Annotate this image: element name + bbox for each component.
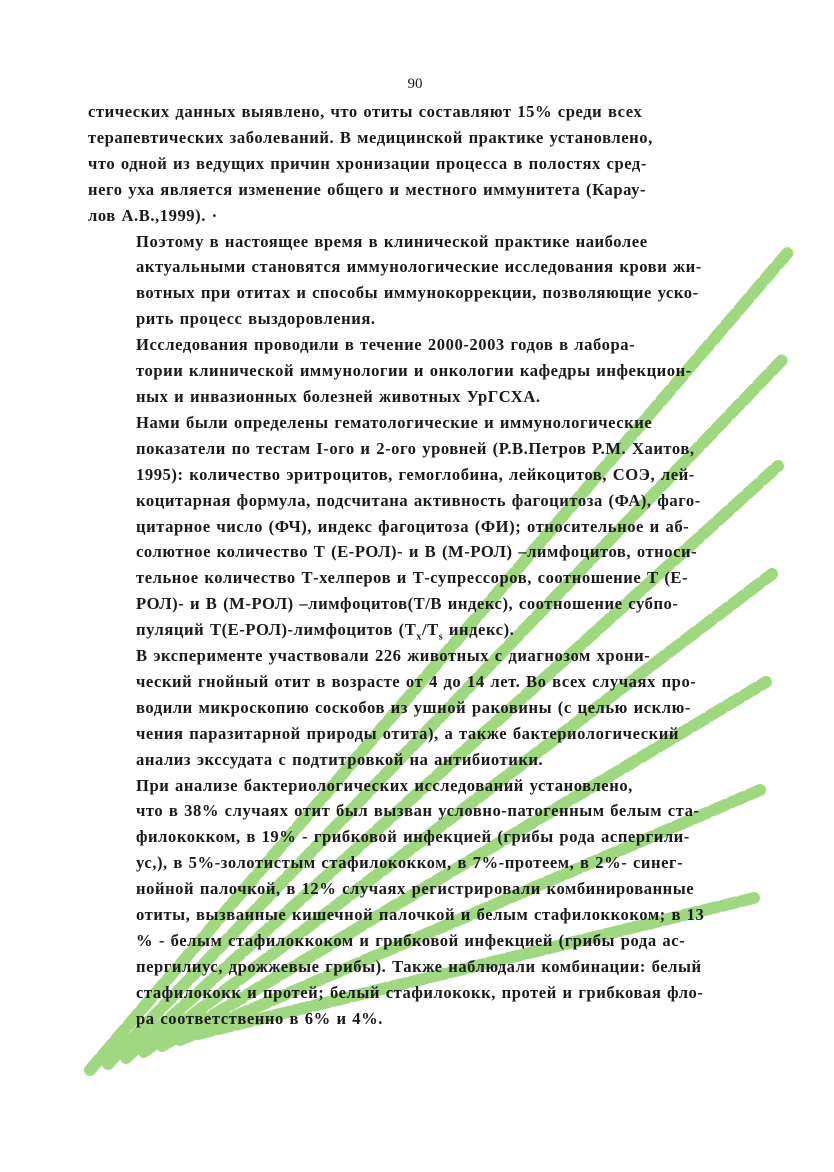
text-line: отиты, вызванные кишечной палочкой и белым стафилоккоком; в 13 [136,905,705,925]
text-line: В эксперименте участвовали 226 животных с диагнозом хрони- [136,646,651,666]
text-line: ческий гнойный отит в возрасте от 4 до 14 лет. Во всех случаях про- [136,671,697,691]
text-line: рить процесс выздоровления. [136,309,376,329]
text-line: терапевтических заболеваний. В медицинской практике установлено, [88,127,653,147]
text-line: При анализе бактериологических исследований установлено, [136,775,633,795]
text-line: РОЛ)- и В (М-РОЛ) –лимфоцитов(Т/В индекс), соотношение субпо- [136,594,679,614]
text-line: Нами были определены гематологические и иммунологические [136,412,653,432]
text-segment: индекс). [443,620,515,640]
text-line: показатели по тестам I-ого и 2-ого уровней (Р.В.Петров Р.М. Хаитов, [136,438,695,458]
text-line: тории клинической иммунологии и онкологии кафедры инфекцион- [136,361,692,381]
text-line: Исследования проводили в течение 2000-2003 годов в лабора- [136,335,636,355]
text-line: коцитарная формула, подсчитана активность фагоцитоза (ФА), фаго- [136,490,701,510]
text-line: пергилиус, дрожжевые грибы). Также наблюдали комбинации: белый [136,956,702,976]
text-line: Поэтому в настоящее время в клинической практике наиболее [136,231,648,251]
subscript-text: х [416,631,422,643]
text-line: ных и инвазионных болезней животных УрГСХА. [136,386,541,406]
paragraph-6 [88,773,742,1032]
text-line: лов А.В.,1999). · [88,205,218,225]
paragraph-3 [88,332,742,410]
text-line: анализ экссудата с подтитровкой на антибиотики. [136,749,544,769]
text-line: чения паразитарной природы отита), а также бактериологический [136,723,679,743]
text-line: стических данных выявлено, что отиты составляют 15% среди всех [88,102,643,121]
text-line: тельное количество Т-хелперов и Т-супрессоров, соотношение Т (Е- [136,568,689,588]
text-line: цитарное число (ФЧ), индекс фагоцитоза (ФИ); относительное и аб- [136,516,690,536]
paragraph-5 [88,643,742,773]
text-line: солютное количество Т (Е-РОЛ)- и В (М-РОЛ) –лимфоцитов, относи- [136,542,698,562]
text-line: что в 38% случаях отит был вызван условно-патогенным белым ста- [136,801,700,821]
text-line [88,617,742,643]
text-line: 1995): количество эритроцитов, гемоглобина, лейкоцитов, СОЭ, лей- [136,464,695,484]
page-number: 90 [407,76,423,92]
document-page [88,74,742,1032]
text-segment: пуляций Т(Е-РОЛ)-лимфоцитов (Т [136,620,417,640]
paragraph-2 [88,229,742,333]
text-line: ра соответственно в 6% и 4%. [136,1008,383,1028]
text-line: ус,), в 5%-золотистым стафилококком, в 7%-протеем, в 2%- синег- [136,853,684,873]
text-segment: /Т [421,620,439,640]
text-line: стафилококк и протей; белый стафилококк, протей и грибковая фло- [136,982,704,1002]
text-line: вотных при отитах и способы иммунокоррекции, позволяющие уско- [136,283,699,303]
text-line: что одной из ведущих причин хронизации процесса в полостях сред- [88,153,647,173]
text-line: филококком, в 19% - грибковой инфекцией (грибы рода аспергили- [136,827,690,847]
paragraph-4 [88,410,742,643]
subscript-text: s [438,631,444,643]
paragraph-1 [88,99,742,229]
text-line: нойной палочкой, в 12% случаях регистрировали комбинированные [136,879,695,899]
text-line: водили микроскопию соскобов из ушной раковины (с целью исклю- [136,697,691,717]
text-line: актуальными становятся иммунологические исследования крови жи- [136,257,702,277]
text-line: % - белым стафилоккоком и грибковой инфекцией (грибы рода ас- [136,931,686,950]
text-line: него уха является изменение общего и местного иммунитета (Карау- [88,179,647,199]
